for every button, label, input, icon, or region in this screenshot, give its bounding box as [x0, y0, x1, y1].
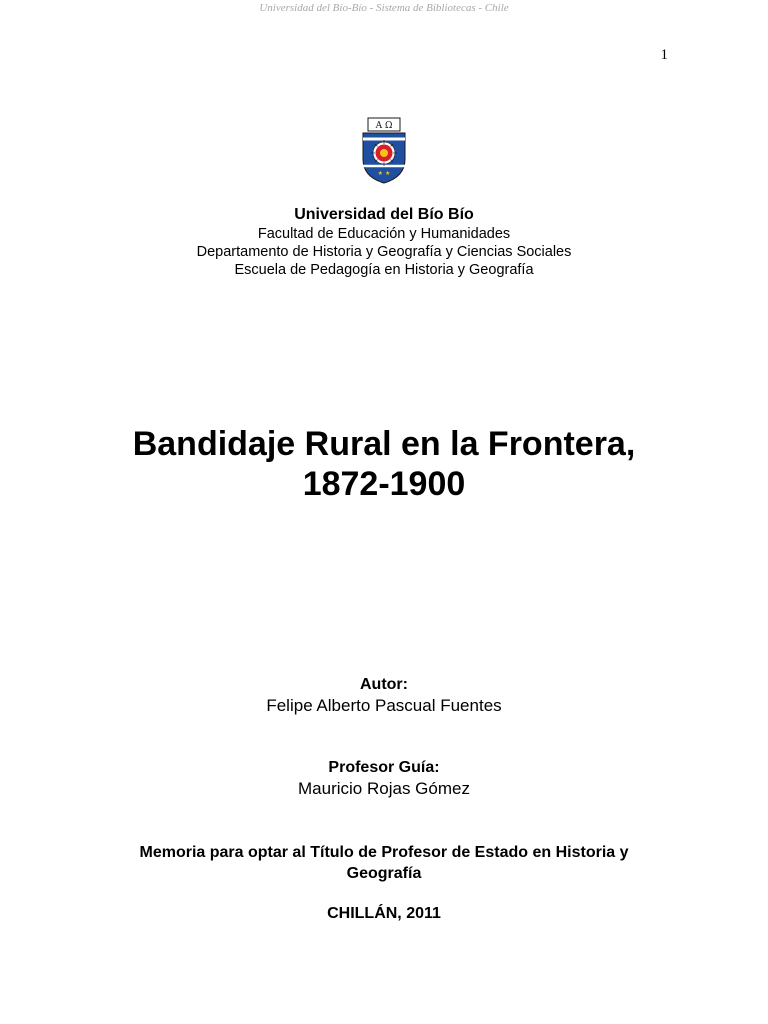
university-crest-icon [359, 115, 409, 185]
department-name: Departamento de Historia y Geografía y Ciencias Sociales [196, 244, 572, 260]
author-label: Autor: [360, 676, 408, 693]
degree-statement-line2: Geografía [346, 865, 422, 882]
thesis-title-line2: 1872-1900 [302, 465, 466, 503]
crest-letters: A Ω [375, 121, 393, 131]
degree-statement-line1: Memoria para optar al Título de Profesor de Estado en Historia y [139, 844, 629, 861]
school-name: Escuela de Pedagogía en Historia y Geografía [234, 262, 534, 278]
faculty-name: Facultad de Educación y Humanidades [257, 226, 511, 242]
degree-statement [0, 842, 768, 884]
author-name: Felipe Alberto Pascual Fuentes [266, 696, 502, 715]
advisor-name: Mauricio Rojas Gómez [298, 779, 470, 798]
university-name: Universidad del Bío Bío [294, 206, 474, 223]
page-number: 1 [660, 47, 668, 63]
thesis-title-line1: Bandidaje Rural en la Frontera, [132, 425, 636, 463]
place-and-date: CHILLÁN, 2011 [327, 905, 441, 922]
watermark-header: Universidad del Bío-Bío - Sistema de Bibliotecas - Chile [259, 2, 509, 14]
svg-text:★ ★: ★ ★ [377, 170, 391, 177]
thesis-title [0, 424, 768, 504]
advisor-label: Profesor Guía: [328, 759, 440, 776]
